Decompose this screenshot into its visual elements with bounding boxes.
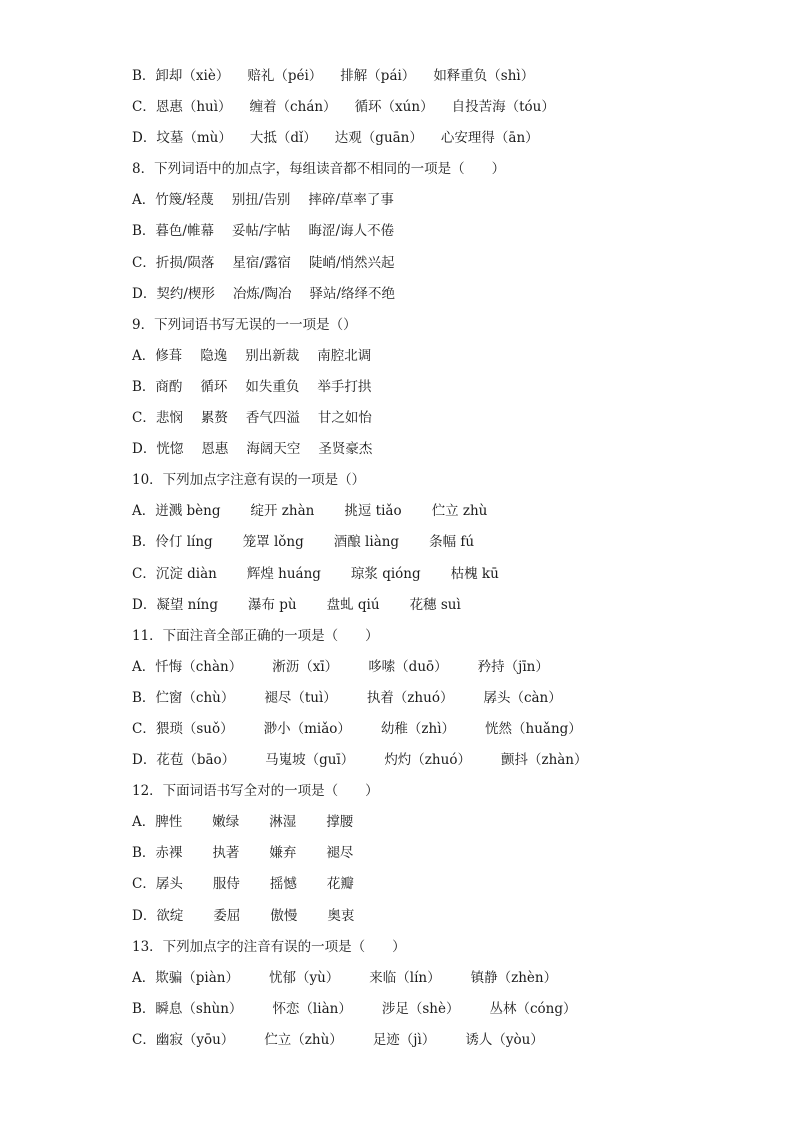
option-term: 琼浆 qióng bbox=[350, 565, 421, 582]
option-label: B． bbox=[132, 223, 156, 240]
answer-option bbox=[132, 499, 752, 530]
answer-option bbox=[132, 562, 752, 593]
option-label: C． bbox=[132, 876, 156, 893]
answer-option bbox=[132, 810, 752, 841]
option-term: 海阔天空 bbox=[246, 441, 301, 458]
answer-option bbox=[132, 997, 752, 1028]
option-term: 伫立 zhù bbox=[431, 503, 488, 520]
option-term: 诱人（yòu） bbox=[465, 1031, 544, 1048]
option-term: 幽寂（yōu） bbox=[155, 1031, 235, 1048]
option-term: 欺骗（piàn） bbox=[155, 969, 239, 986]
answer-option bbox=[132, 406, 752, 437]
option-term: 摔碎/草率了事 bbox=[308, 192, 394, 209]
question-block bbox=[132, 624, 752, 779]
option-label: A． bbox=[132, 658, 156, 675]
option-label: D． bbox=[132, 907, 157, 924]
answer-option bbox=[132, 95, 752, 126]
option-term: 执着（zhuó） bbox=[366, 689, 454, 706]
option-term: 伶仃 líng bbox=[155, 534, 213, 551]
option-term: 条幅 fú bbox=[429, 534, 475, 551]
option-term: 恍惚 bbox=[156, 441, 184, 458]
option-term: 孱头（càn） bbox=[483, 689, 562, 706]
option-term: 循环 bbox=[200, 378, 228, 395]
option-term: 幼稚（zhì） bbox=[380, 720, 456, 737]
option-term: 坟墓（mù） bbox=[156, 130, 232, 147]
option-term: 马嵬坡（guī） bbox=[265, 752, 355, 769]
option-term: 循环（xún） bbox=[354, 99, 434, 116]
option-label: A． bbox=[132, 814, 156, 831]
question-stem: 12．下面词语书写全对的一项是（ ） bbox=[132, 783, 379, 800]
option-label: D． bbox=[132, 596, 157, 613]
option-term: 暮色/帷幕 bbox=[155, 223, 214, 240]
option-term: 来临（lín） bbox=[369, 969, 441, 986]
option-label: C． bbox=[132, 720, 156, 737]
question-stem: 13．下列加点字的注音有误的一项是（ ） bbox=[132, 938, 406, 955]
option-label: B． bbox=[132, 68, 156, 84]
option-term: 心安理得（ān） bbox=[440, 130, 539, 147]
answer-option bbox=[132, 126, 752, 157]
option-term: 瞬息（shùn） bbox=[155, 1000, 243, 1017]
option-label: B． bbox=[132, 534, 156, 551]
option-term: 凝望 níng bbox=[156, 596, 218, 613]
option-term: 脾性 bbox=[155, 814, 183, 831]
option-term: 绽开 zhàn bbox=[250, 503, 315, 520]
answer-option bbox=[132, 717, 752, 748]
option-term: 足迹（jì） bbox=[372, 1031, 436, 1048]
option-term: 辉煌 huáng bbox=[246, 565, 321, 582]
option-term: 别出新裁 bbox=[245, 347, 300, 364]
option-term: 撑腰 bbox=[326, 814, 354, 831]
answer-option bbox=[132, 904, 752, 935]
option-label: D． bbox=[132, 441, 157, 458]
option-term: 挑逗 tiǎo bbox=[344, 503, 402, 520]
option-term: 忧郁（yù） bbox=[268, 969, 340, 986]
option-label: B． bbox=[132, 378, 156, 395]
option-term: 陡峭/悄然兴起 bbox=[308, 254, 395, 271]
option-term: 晦涩/诲人不倦 bbox=[308, 223, 395, 240]
question-list bbox=[132, 64, 752, 1059]
option-term: 恍然（huǎng） bbox=[485, 720, 582, 737]
option-term: 花穗 suì bbox=[409, 596, 461, 613]
option-term: 瀑布 pù bbox=[247, 596, 297, 613]
option-term: 驿站/络绎不绝 bbox=[309, 285, 396, 302]
option-label: D． bbox=[132, 752, 157, 769]
question-block bbox=[132, 313, 752, 468]
answer-option bbox=[132, 375, 752, 406]
option-term: 甘之如怡 bbox=[317, 410, 372, 427]
option-term: 香气四溢 bbox=[245, 410, 300, 427]
option-term: 如失重负 bbox=[245, 378, 300, 395]
option-term: 迸溅 bèng bbox=[155, 503, 221, 520]
option-term: 南腔北调 bbox=[317, 347, 372, 364]
option-term: 别扭/告别 bbox=[231, 192, 291, 209]
option-term: 大抵（dǐ） bbox=[249, 130, 317, 147]
option-term: 星宿/露宿 bbox=[232, 254, 291, 271]
answer-option bbox=[132, 655, 752, 686]
answer-option bbox=[132, 593, 752, 624]
answer-option bbox=[132, 188, 752, 219]
option-term: 灼灼（zhuó） bbox=[384, 752, 471, 769]
option-term: 委屈 bbox=[213, 907, 241, 924]
option-term: 欲绽 bbox=[156, 907, 184, 924]
option-term: 傲慢 bbox=[270, 907, 298, 924]
question-stem: 9．下列词语书写无误的一一项是（） bbox=[132, 316, 357, 333]
answer-option bbox=[132, 841, 752, 872]
option-term: 褪尽 bbox=[326, 845, 354, 862]
option-label: B． bbox=[132, 845, 156, 862]
answer-option bbox=[132, 748, 752, 779]
option-label: C． bbox=[132, 254, 156, 271]
option-term: 冶炼/陶冶 bbox=[232, 285, 292, 302]
option-term: 涉足（shè） bbox=[381, 1000, 460, 1017]
option-term: 修葺 bbox=[155, 347, 183, 364]
question-block bbox=[132, 468, 752, 623]
answer-option bbox=[132, 219, 752, 250]
option-term: 褪尽（tuì） bbox=[264, 689, 337, 706]
answer-option bbox=[132, 530, 752, 561]
option-term: 嫌弃 bbox=[269, 845, 297, 862]
option-term: 枯槐 kū bbox=[450, 565, 499, 582]
option-term: 圣贤豪杰 bbox=[318, 441, 373, 458]
question-stem: 11．下面注音全部正确的一项是（ ） bbox=[132, 627, 379, 644]
option-term: 伫立（zhù） bbox=[264, 1031, 343, 1048]
option-term: 颤抖（zhàn） bbox=[500, 752, 588, 769]
option-term: 累赘 bbox=[200, 410, 228, 427]
answer-option bbox=[132, 966, 752, 997]
option-label: C． bbox=[132, 99, 156, 116]
answer-option bbox=[132, 64, 752, 95]
answer-option bbox=[132, 344, 752, 375]
option-label: B． bbox=[132, 1000, 156, 1017]
option-label: A． bbox=[132, 347, 156, 364]
option-term: 摇憾 bbox=[269, 876, 297, 893]
option-term: 服侍 bbox=[212, 876, 240, 893]
option-term: 淋湿 bbox=[269, 814, 297, 831]
option-term: 盘虬 qiú bbox=[326, 596, 380, 613]
option-term: 缠着（chán） bbox=[249, 99, 337, 116]
option-label: D． bbox=[132, 130, 157, 147]
option-term: 矜持（jīn） bbox=[477, 658, 549, 675]
option-term: 悲悯 bbox=[155, 410, 183, 427]
option-term: 隐逸 bbox=[200, 347, 228, 364]
option-term: 赤裸 bbox=[155, 845, 183, 862]
option-term: 嫩绿 bbox=[212, 814, 240, 831]
option-label: D． bbox=[132, 285, 157, 302]
option-term: 恩惠（huì） bbox=[155, 99, 232, 116]
option-term: 渺小（miǎo） bbox=[263, 720, 351, 737]
option-label: C． bbox=[132, 1031, 156, 1048]
option-term: 妥帖/字帖 bbox=[231, 223, 291, 240]
option-term: 猥琐（suǒ） bbox=[155, 720, 234, 737]
option-term: 伫窗（chù） bbox=[155, 689, 235, 706]
question-block bbox=[132, 157, 752, 312]
question-stem: 10．下列加点字注意有误的一项是（） bbox=[132, 472, 366, 489]
option-label: C． bbox=[132, 565, 156, 582]
option-label: C． bbox=[132, 410, 156, 427]
option-term: 奥衷 bbox=[327, 907, 355, 924]
option-term: 镇静（zhèn） bbox=[470, 969, 558, 986]
option-term: 孱头 bbox=[155, 876, 183, 893]
option-term: 折损/陨落 bbox=[155, 254, 215, 271]
option-term: 沉淀 diàn bbox=[155, 565, 217, 582]
option-term: 自投苦海（tóu） bbox=[451, 99, 555, 116]
option-label: B． bbox=[132, 689, 156, 706]
option-term: 赔礼（péi） bbox=[247, 68, 323, 84]
option-term: 酒酿 liàng bbox=[333, 534, 400, 551]
option-label: A． bbox=[132, 969, 156, 986]
option-term: 排解（pái） bbox=[340, 68, 416, 84]
option-term: 忏悔（chàn） bbox=[155, 658, 243, 675]
answer-option bbox=[132, 251, 752, 282]
option-term: 花瓣 bbox=[326, 876, 354, 893]
option-term: 哆嗦（duō） bbox=[368, 658, 448, 675]
option-term: 卸却（xiè） bbox=[155, 68, 230, 84]
option-term: 执著 bbox=[212, 845, 240, 862]
option-term: 花苞（bāo） bbox=[156, 752, 236, 769]
question-stem: 8．下列词语中的加点字，每组读音都不相同的一项是（ ） bbox=[132, 161, 506, 178]
option-term: 竹篾/轻蔑 bbox=[155, 192, 214, 209]
question-block bbox=[132, 64, 752, 157]
question-block bbox=[132, 779, 752, 934]
answer-option bbox=[132, 686, 752, 717]
option-term: 契约/楔形 bbox=[156, 285, 215, 302]
answer-option bbox=[132, 437, 752, 468]
option-term: 商酌 bbox=[155, 378, 183, 395]
option-term: 恩惠 bbox=[201, 441, 229, 458]
answer-option bbox=[132, 282, 752, 313]
option-term: 淅沥（xī） bbox=[272, 658, 339, 675]
option-term: 举手打拱 bbox=[317, 378, 372, 395]
option-term: 笼罩 lǒng bbox=[242, 534, 304, 551]
option-term: 达观（guān） bbox=[334, 130, 423, 147]
option-label: A． bbox=[132, 192, 156, 209]
option-term: 丛林（cóng） bbox=[489, 1000, 577, 1017]
answer-option bbox=[132, 1028, 752, 1059]
question-block bbox=[132, 935, 752, 1059]
option-term: 如释重负（shì） bbox=[433, 68, 535, 84]
answer-option bbox=[132, 872, 752, 903]
option-term: 怀恋（liàn） bbox=[272, 1000, 352, 1017]
option-label: A． bbox=[132, 503, 156, 520]
